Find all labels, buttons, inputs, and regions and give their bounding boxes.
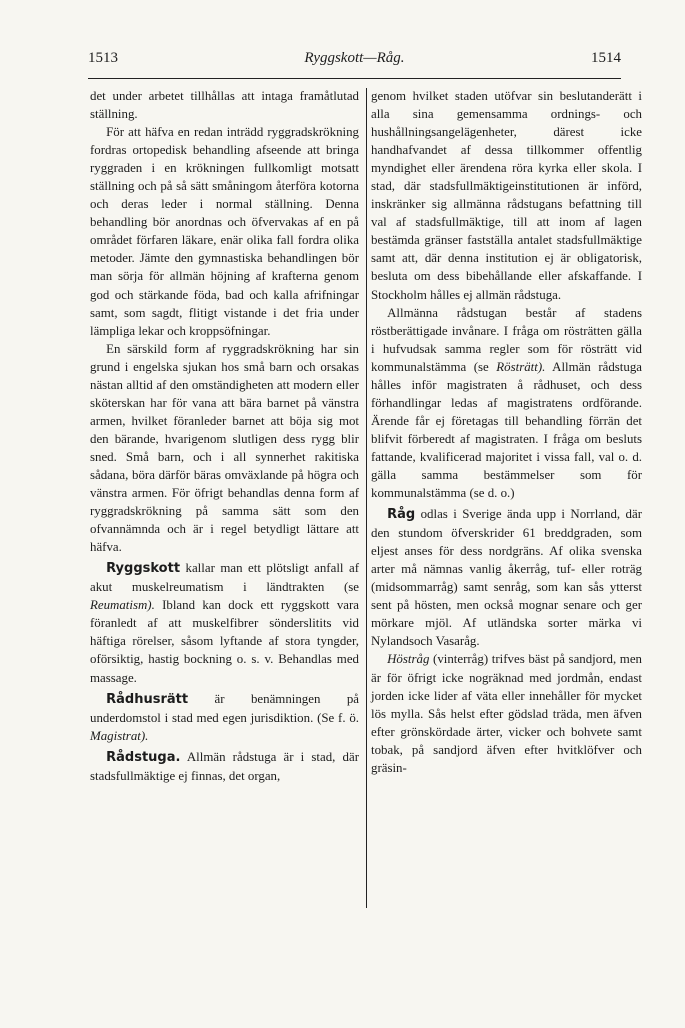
paragraph-text: Allmän rådstuga hålles inför magistraten å rådhuset, och dess förhandlingar ledas af magistratens ordförande. Ärende får ej företagas till behandling förrän det blifvit förberedt af magistraten. I fråga om besluts fattande, kvalificerad majoritet i vissa fall, val o. d. gälla samma bestämmelser som för kommunalstämma (se d. o.) — [371, 359, 642, 501]
headword: Rådhusrätt — [106, 691, 189, 707]
entry-rag — [371, 505, 642, 650]
entry-radhusratt — [90, 690, 359, 745]
entry-text: Ibland kan dock ett ryggskott vara föranledt af att muskelfibrer sönderslitits vid häftiga rörelser, såsom lyftande af stora tyngder, oförsiktig, hastig bockning o. s. v. Behandlas med massage. — [90, 598, 359, 685]
entry-text: Allmän rådstuga är i stad, där stadsfullmäktige ej finnas, det organ, — [90, 749, 359, 783]
headword: Råg — [387, 507, 416, 523]
entry-text: odlas i Sverige ända upp i Norrland, där den stundom öfverskrider 61 breddgraden, som eljest anses för dess nordgräns. Af olika svenska arter må nämnas vanlig åkerråg, tuf- eller roträg (midsommarråg) samt senråg, som kan sås ytterst sent på hösten, men också mognar senare och ger mörkare mjöl. Af utländska sorter märka vi Nylandsoch Vasaråg. — [371, 507, 642, 649]
cross-reference: Reumatism). — [90, 598, 155, 613]
paragraph-text: (vinterråg) trifves bäst på sandjord, men är för öfrigt icke nogräknad med jordmån, endast jorden icke lider af väta eller innehåller för mycket lös mylla. Sås helst efter gödslad träda, men äfven efter grönskördade ärter, vicker och bohvete samt tobak, på sandjord äfven efter hvitklöfver och gräsin- — [371, 652, 642, 775]
cross-reference: Rösträtt). — [496, 359, 546, 374]
paragraph: det under arbetet tillhållas att intaga framåtlutad ställning. — [90, 89, 359, 122]
headword: Ryggskott — [106, 561, 181, 577]
term: Höstråg — [387, 652, 430, 667]
paragraph: För att häfva en redan inträdd ryggradskrökning fordras ortopedisk behandling afseende att bringa ryggraden i en krökningen fullkomligt motsatt ställning och på så sätt småningom återföra kotorna och deras leder i normal ställning. Denna behandling bör anordnas och öfvervakas af en på området förfaren läkare, enär olika fall fordra olika metoder. Jämte den gymnastiska behandlingen bör man sörja för allmän höjning af krafterna genom god och stärkande föda, bad och kalla afrifningar samt, som sagdt, flitigt vistande i det fria under lämpliga lekar och kroppsöfningar. — [90, 125, 359, 338]
page-header — [88, 50, 621, 74]
column-divider — [366, 88, 367, 908]
header-rule — [88, 78, 621, 79]
paragraph: En särskild form af ryggradskrökning har sin grund i engelska sjukan hos små barn och orsakas nästan alltid af den omständigheten att modern eller sköterskan har för vana att bära barnet på vänstra armen, hvilket föranleder barnet att böja sig mot den bärande, hvarigenom slutligen dess rygg blir sned. Små barn, och i all synnerhet rakitiska sådana, böra därför bäras omväxlande på högra och vänstra armen. För öfrigt behandlas denna form af ryggradskrökning på samma sätt som den ofvannämnda och är i regel betydligt lättare att häfva. — [90, 341, 359, 555]
right-column — [371, 87, 642, 777]
paragraph-text: Allmänna rådstugan består af stadens röstberättigade invånare. I fråga om rösträtten gälla i hufvudsak samma regler som för rösträtt vid kommunalstämma (se — [371, 305, 642, 374]
paragraph — [371, 650, 642, 776]
left-column — [90, 87, 359, 785]
page-number-left: 1513 — [88, 50, 118, 66]
entry-text: är benämningen på underdomstol i stad med egen jurisdiktion. (Se f. ö. — [90, 691, 359, 725]
paragraph — [371, 304, 642, 503]
cross-reference: Magistrat). — [90, 728, 149, 743]
entry-radstuga — [90, 748, 359, 785]
page-number-right: 1514 — [591, 50, 621, 66]
headword: Rådstuga. — [106, 749, 181, 765]
running-title: Ryggskott—Råg. — [304, 50, 405, 66]
entry-text: kallar man ett plötsligt anfall af akut muskelreumatism i ländtrakten (se — [90, 561, 359, 595]
paragraph: genom hvilket staden utöfvar sin beslutanderätt i alla sina gemensamma ordnings- och hushållningsangelägenheter, därest icke handhafvandet af dessa tillkommer offentlig myndighet eller ärendena röra kyrka eller skola. I stad, där stadsfullmäktigeinstitutionen är införd, inskränker sig allmänna rådstugans befattning till val af stadsfullmäktige, till att inom af lagen bestämda gränser fastställa antalet stadsfullmäktige samt att, där denna institution ej är obligatorisk, besluta om dess bibehållande eller afskaffande. I Stockholm hålles ej allmän rådstuga. — [371, 89, 642, 302]
entry-ryggskott — [90, 559, 359, 686]
